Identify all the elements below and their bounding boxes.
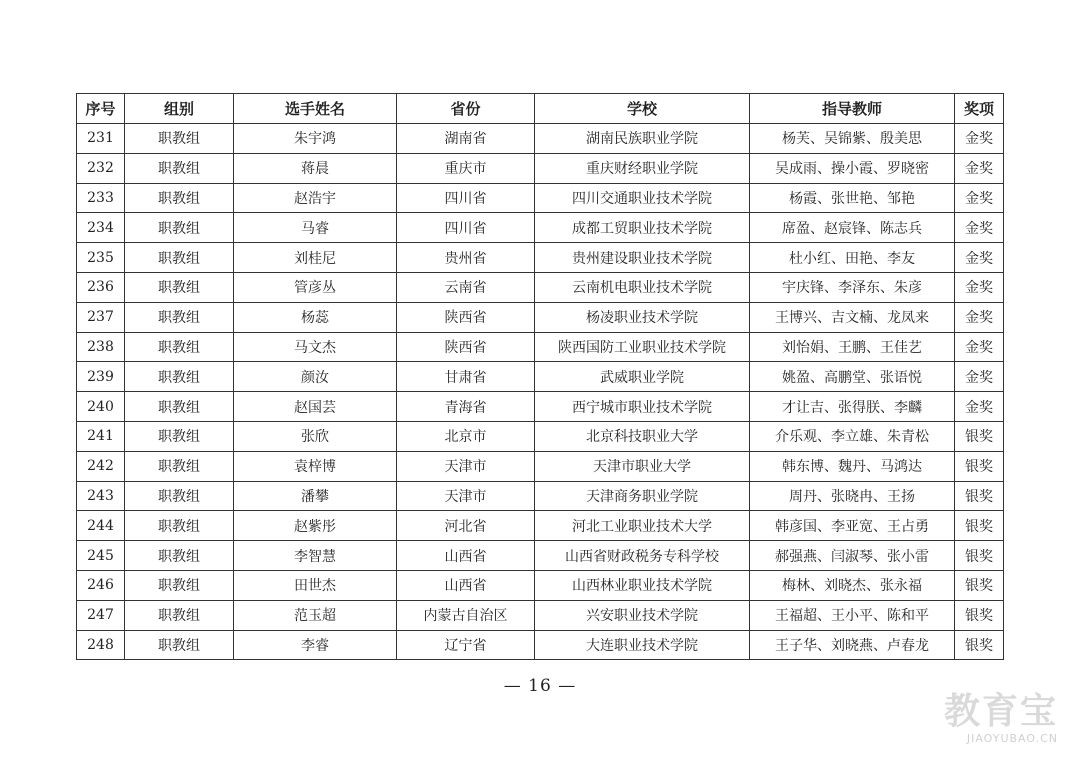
cell-province: 四川省 [397,213,535,243]
column-header-award: 奖项 [955,94,1004,124]
cell-name: 袁梓博 [234,451,397,481]
cell-award: 银奖 [955,421,1004,451]
cell-award: 金奖 [955,362,1004,392]
table-body [77,124,1004,660]
cell-seq: 244 [77,511,125,541]
cell-province: 内蒙古自治区 [397,600,535,630]
cell-province: 湖南省 [397,124,535,154]
watermark-url: JIAOYUBAO.CN [966,732,1058,745]
cell-teachers: 刘怡娟、王鹏、王佳艺 [750,332,955,362]
cell-seq: 237 [77,302,125,332]
cell-province: 山西省 [397,570,535,600]
cell-award: 金奖 [955,392,1004,422]
column-header-name: 选手姓名 [234,94,397,124]
cell-school: 大连职业技术学院 [535,630,750,660]
table-row [77,213,1004,243]
cell-name: 马文杰 [234,332,397,362]
watermark [943,691,1058,745]
cell-province: 贵州省 [397,243,535,273]
table-row [77,511,1004,541]
cell-province: 陕西省 [397,302,535,332]
cell-province: 辽宁省 [397,630,535,660]
cell-province: 天津市 [397,481,535,511]
page-number: — 16 — [503,676,577,696]
cell-teachers: 韩东博、魏丹、马鸿达 [750,451,955,481]
cell-name: 蒋晨 [234,153,397,183]
column-header-teachers: 指导教师 [750,94,955,124]
table-row [77,183,1004,213]
cell-school: 重庆财经职业学院 [535,153,750,183]
cell-group: 职教组 [125,481,234,511]
cell-seq: 248 [77,630,125,660]
table-row [77,302,1004,332]
cell-award: 金奖 [955,124,1004,154]
cell-province: 山西省 [397,541,535,571]
cell-name: 管彦丛 [234,272,397,302]
cell-group: 职教组 [125,600,234,630]
cell-seq: 240 [77,392,125,422]
cell-group: 职教组 [125,332,234,362]
cell-seq: 246 [77,570,125,600]
cell-school: 湖南民族职业学院 [535,124,750,154]
cell-seq: 232 [77,153,125,183]
cell-teachers: 才让吉、张得朕、李麟 [750,392,955,422]
cell-award: 金奖 [955,183,1004,213]
table-row [77,541,1004,571]
cell-school: 云南机电职业技术学院 [535,272,750,302]
cell-seq: 236 [77,272,125,302]
table-row [77,630,1004,660]
cell-group: 职教组 [125,511,234,541]
cell-group: 职教组 [125,362,234,392]
cell-award: 银奖 [955,481,1004,511]
cell-name: 李智慧 [234,541,397,571]
table-row [77,362,1004,392]
cell-name: 赵浩宇 [234,183,397,213]
cell-teachers: 杨霞、张世艳、邹艳 [750,183,955,213]
cell-school: 杨凌职业技术学院 [535,302,750,332]
cell-school: 兴安职业技术学院 [535,600,750,630]
cell-group: 职教组 [125,183,234,213]
table-row [77,392,1004,422]
cell-province: 甘肃省 [397,362,535,392]
table-row [77,570,1004,600]
cell-teachers: 王子华、刘晓燕、卢春龙 [750,630,955,660]
cell-award: 银奖 [955,511,1004,541]
cell-name: 李睿 [234,630,397,660]
cell-teachers: 介乐观、李立雄、朱青松 [750,421,955,451]
cell-seq: 239 [77,362,125,392]
cell-province: 重庆市 [397,153,535,183]
column-header-school: 学校 [535,94,750,124]
cell-province: 北京市 [397,421,535,451]
cell-teachers: 王博兴、吉文楠、龙凤来 [750,302,955,332]
cell-group: 职教组 [125,153,234,183]
cell-teachers: 宇庆锋、李泽东、朱彦 [750,272,955,302]
cell-seq: 233 [77,183,125,213]
table-header-row [77,94,1004,124]
cell-teachers: 杨芙、吴锦紫、殷美思 [750,124,955,154]
cell-school: 河北工业职业技术大学 [535,511,750,541]
cell-teachers: 姚盈、高鹏堂、张语悦 [750,362,955,392]
cell-award: 金奖 [955,302,1004,332]
cell-school: 成都工贸职业技术学院 [535,213,750,243]
awards-table [76,93,1004,660]
cell-name: 刘桂尼 [234,243,397,273]
table-row [77,153,1004,183]
cell-group: 职教组 [125,421,234,451]
column-header-seq: 序号 [77,94,125,124]
cell-school: 贵州建设职业技术学院 [535,243,750,273]
cell-award: 金奖 [955,213,1004,243]
cell-award: 银奖 [955,541,1004,571]
table-row [77,600,1004,630]
cell-school: 西宁城市职业技术学院 [535,392,750,422]
cell-name: 潘攀 [234,481,397,511]
cell-name: 马睿 [234,213,397,243]
cell-teachers: 郝强燕、闫淑琴、张小雷 [750,541,955,571]
cell-group: 职教组 [125,570,234,600]
cell-seq: 234 [77,213,125,243]
cell-group: 职教组 [125,124,234,154]
column-header-group: 组别 [125,94,234,124]
cell-name: 赵紫彤 [234,511,397,541]
watermark-logo: 教育宝 [943,691,1058,732]
cell-group: 职教组 [125,213,234,243]
cell-award: 金奖 [955,332,1004,362]
cell-award: 金奖 [955,153,1004,183]
cell-teachers: 韩彦国、李亚宽、王占勇 [750,511,955,541]
cell-group: 职教组 [125,243,234,273]
cell-award: 银奖 [955,630,1004,660]
table-row [77,481,1004,511]
cell-province: 四川省 [397,183,535,213]
table-row [77,451,1004,481]
cell-province: 陕西省 [397,332,535,362]
table-row [77,124,1004,154]
cell-seq: 242 [77,451,125,481]
table-row [77,243,1004,273]
column-header-province: 省份 [397,94,535,124]
cell-province: 天津市 [397,451,535,481]
cell-name: 朱宇鸿 [234,124,397,154]
cell-school: 武威职业学院 [535,362,750,392]
cell-province: 河北省 [397,511,535,541]
cell-award: 金奖 [955,243,1004,273]
cell-school: 北京科技职业大学 [535,421,750,451]
table-row [77,272,1004,302]
cell-group: 职教组 [125,302,234,332]
cell-school: 天津商务职业学院 [535,481,750,511]
cell-seq: 235 [77,243,125,273]
cell-school: 四川交通职业技术学院 [535,183,750,213]
cell-name: 赵国芸 [234,392,397,422]
cell-province: 青海省 [397,392,535,422]
cell-teachers: 梅林、刘晓杰、张永福 [750,570,955,600]
cell-school: 陕西国防工业职业技术学院 [535,332,750,362]
cell-name: 张欣 [234,421,397,451]
cell-seq: 245 [77,541,125,571]
table-row [77,421,1004,451]
table-row [77,332,1004,362]
cell-seq: 238 [77,332,125,362]
cell-teachers: 席盈、赵宸锋、陈志兵 [750,213,955,243]
cell-name: 范玉超 [234,600,397,630]
cell-seq: 241 [77,421,125,451]
cell-award: 金奖 [955,272,1004,302]
cell-award: 银奖 [955,570,1004,600]
cell-seq: 247 [77,600,125,630]
cell-teachers: 周丹、张晓冉、王扬 [750,481,955,511]
cell-seq: 231 [77,124,125,154]
cell-group: 职教组 [125,392,234,422]
cell-teachers: 王福超、王小平、陈和平 [750,600,955,630]
cell-name: 颜汝 [234,362,397,392]
cell-group: 职教组 [125,630,234,660]
cell-school: 山西省财政税务专科学校 [535,541,750,571]
cell-award: 银奖 [955,600,1004,630]
cell-award: 银奖 [955,451,1004,481]
cell-name: 杨蕊 [234,302,397,332]
cell-group: 职教组 [125,541,234,571]
cell-province: 云南省 [397,272,535,302]
cell-group: 职教组 [125,272,234,302]
cell-teachers: 吴成雨、操小霞、罗晓密 [750,153,955,183]
cell-school: 天津市职业大学 [535,451,750,481]
cell-seq: 243 [77,481,125,511]
cell-school: 山西林业职业技术学院 [535,570,750,600]
cell-name: 田世杰 [234,570,397,600]
cell-teachers: 杜小红、田艳、李友 [750,243,955,273]
cell-group: 职教组 [125,451,234,481]
